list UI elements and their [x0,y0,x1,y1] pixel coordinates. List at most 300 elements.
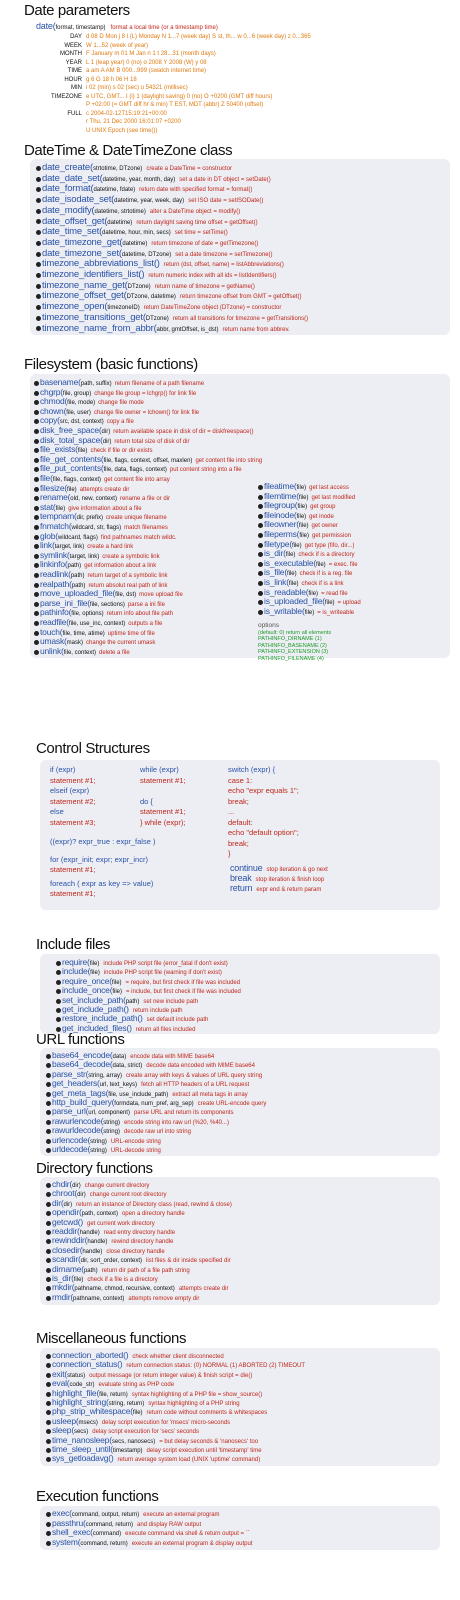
url-desc: decode raw url into string [123,1129,191,1136]
function-icon [46,1429,51,1434]
function-icon [46,1296,51,1301]
function-icon [46,1382,51,1387]
date-param-values: F January m 01 M Jan n 1 t 28...31 (month days) [86,51,216,57]
function-icon [46,1063,51,1068]
include-desc: return all files included [135,1026,196,1033]
filesystem-right-desc: get owner [311,523,338,530]
filesystem-right-fn: filemtime( [264,490,299,501]
datetime-desc: return name from abbrev. [222,326,290,333]
filesystem-desc: get information about a link [84,563,157,570]
function-icon [34,400,39,405]
function-icon [46,1239,51,1244]
filesystem-right-args: file) [296,485,307,491]
filesystem-args: target, link) [69,553,100,560]
url-fn: get_headers( [52,1078,100,1089]
filesystem-right-args: file) [308,590,319,597]
filesystem-fn: chmod( [40,396,68,407]
control-keyword-row [230,884,321,894]
function-icon [258,600,263,605]
date-param-row [44,43,148,50]
datetime-fn: date_time_set( [42,226,103,238]
filesystem-right-fn: filegroup( [264,500,298,511]
directory-desc: open a directory handle [121,1211,185,1218]
date-param-values: e UTC, GMT... I (i) 1 (daylight saving) 0 (no) O +0200 (GMT diff hours) [86,93,273,100]
datetime-row [36,206,240,216]
directory-desc: list files & dir inside specified dir [146,1258,231,1265]
filesystem-right-desc: = is_writeable [317,609,355,616]
directory-desc: close directory handle [106,1248,165,1255]
section-title-include: Include files [36,936,111,953]
datetime-row [36,163,232,173]
date-param-key: FULL [67,110,82,117]
datetime-args: datetime) [107,219,133,226]
datetime-fn: timezone_name_get( [42,279,128,291]
function-icon [46,1439,51,1444]
directory-fn: opendir( [52,1207,82,1218]
url-desc: encode data with MIME base64 [130,1054,215,1060]
datetime-row [36,324,290,334]
exec-fn: system( [52,1536,81,1547]
filesystem-args: file, use_inc, context) [68,621,126,627]
directory-args: path) [83,1267,98,1274]
control-left-line: statement #3; [50,817,96,827]
directory-desc: change current directory [84,1183,150,1189]
filesystem-desc: find pathnames match wildc. [100,534,177,541]
function-icon [258,514,263,519]
filesystem-desc: return absolut real path of link [88,582,168,589]
datetime-desc: return timezone offset from GMT = getOffset() [179,294,302,301]
function-icon [46,1448,51,1453]
misc-args: file) [132,1410,143,1417]
section-title-control: Control Structures [36,740,150,757]
exec-args: command, output, return) [71,1512,140,1518]
filesystem-desc: rename a file or dir [119,496,170,503]
misc-fn: eval( [52,1378,70,1389]
filesystem-fn: rename( [40,492,71,503]
control-right-line: break; [228,796,249,806]
filesystem-args: file, options) [71,611,104,618]
function-icon [34,583,39,588]
datetime-row [36,302,281,312]
filesystem-fn: basename( [40,377,81,387]
datetime-args: datetime, fdate) [93,187,136,194]
control-right-line: echo "default option"; [228,828,299,837]
function-icon [34,429,39,434]
filesystem-fn: readlink( [40,569,71,579]
filesystem-right-args: file) [291,542,302,549]
filesystem-fn: stat( [40,501,56,512]
filesystem-args: src, dst, context) [59,419,104,426]
control-right-line: } [228,849,231,858]
filesystem-args: file, data, flags, context) [103,467,167,474]
filesystem-fn: disk_free_space( [40,425,102,435]
include-desc: return include path [132,1008,183,1014]
datetime-fn: timezone_abbreviations_list() [42,258,160,270]
function-icon [258,571,263,576]
include-fn: get_included_files() [62,1022,132,1033]
function-icon [36,294,41,299]
include-fn: require_once( [62,975,112,986]
function-icon [34,631,39,636]
datetime-desc: set a date timezone = setTimezone() [175,251,273,258]
function-icon [36,230,41,235]
function-icon [36,326,41,331]
filesystem-desc: outputs a file [128,621,163,627]
filesystem-desc: change file owner = lchown() for link file [93,409,200,416]
datetime-desc: return numeric index with all ids = listIdentifiers() [148,273,277,279]
directory-args: handle) [82,1248,103,1255]
datetime-row [36,174,271,184]
filesystem-right-fn: fileinode( [264,509,297,520]
filesystem-desc: copy a file [106,419,134,426]
function-icon [34,611,39,616]
control-right-line: default: [228,817,253,827]
url-fn: base64_encode( [52,1050,113,1060]
function-icon [46,1054,51,1059]
function-icon [34,487,39,492]
url-fn: http_build_query( [52,1097,115,1107]
filesystem-args: file, group) [62,390,92,397]
filesystem-fn: linkinfo( [40,559,68,570]
datetime-fn: date_format( [42,183,94,195]
filesystem-desc: return target of a symbolic link [87,573,168,579]
directory-desc: check if a file is a directory [87,1277,158,1283]
filesystem-desc: parse a ini file [127,601,165,608]
function-icon [56,989,61,994]
url-args: string) [90,1138,107,1145]
control-keyword-desc: stop iteration & go next [266,867,328,873]
include-desc: include PHP script file (error_fatal if don't exist) [103,961,228,967]
filesystem-fn: realpath( [40,578,72,589]
misc-panel [40,1348,440,1466]
control-mid-line: while (expr) [140,765,179,774]
function-icon [46,1541,51,1546]
datetime-row [36,184,252,194]
date-param-values: a am A AM B 000...999 (swatch internet time) [86,68,207,74]
url-args: data, strict) [112,1063,143,1070]
misc-args: timestamp) [112,1448,143,1454]
filesystem-right-desc: get inode [309,513,334,520]
filesystem-right-args: file) [299,533,309,539]
datetime-panel [30,159,450,335]
directory-desc: read entry directory handle [103,1230,176,1236]
date-param-values: L 1 (leap year) 0 (no) o 2008 Y 2008 (W) y 08 [86,59,207,66]
url-fn: parse_url( [52,1106,89,1117]
datetime-fn: date_timezone_set( [42,247,122,259]
date-param-row [44,111,167,118]
filesystem-desc: return filename of a path filename [114,381,205,387]
filesystem-args: file, user) [66,409,91,416]
datetime-row [36,195,263,205]
misc-fn: connection_aborted() [52,1350,129,1360]
directory-fn: chdir( [52,1179,73,1189]
filesystem-right-fn: is_uploaded_file( [264,596,325,607]
datetime-desc: return (dst, offset, name) = listAbbreviations() [163,262,284,269]
exec-fn: shell_exec( [52,1527,93,1538]
filesystem-args: dir, prefix) [76,515,104,522]
function-icon [46,1092,51,1097]
function-icon [46,1110,51,1115]
control-keyword-desc: expr end & return param [256,887,322,893]
filesystem-args: dir) [102,438,112,445]
date-panel [30,20,450,138]
filesystem-desc: put content string into a file [169,467,242,474]
function-icon [36,262,41,267]
include-desc: = include, but first check if file was included [126,989,241,996]
function-icon [34,640,39,645]
directory-args: dir, sort_order, context) [80,1258,143,1265]
directory-fn: rmdir( [52,1291,73,1302]
datetime-args: DTzone) [145,315,169,322]
pathinfo-options-title: options [258,622,279,629]
control-left-line: else [50,807,64,816]
date-param-row [44,85,188,92]
control-right-line: ... [228,807,235,816]
function-icon [46,1249,51,1254]
filesystem-right-args: file) [324,600,335,607]
include-args: file) [90,970,100,977]
directory-fn: mkdir( [52,1282,75,1293]
url-args: file, use_include_path) [108,1091,169,1098]
function-icon [258,523,263,528]
datetime-args: abbr, gmtOffset, is_dst) [156,326,219,333]
directory-fn: chroot( [52,1188,78,1199]
datetime-args: datetime) [122,240,148,247]
directory-fn: readdir( [52,1226,80,1236]
include-desc: = require, but first check if file was included [125,979,241,986]
filesystem-row [34,647,130,657]
function-icon [46,1277,51,1282]
date-desc: format a local time (or a timestamp time) [110,25,218,31]
date-args: format, timestamp) [55,25,106,31]
url-fn: parse_str( [52,1068,89,1079]
url-panel [40,1048,440,1156]
misc-args: string, return) [108,1401,145,1407]
datetime-desc: set a date in DT object = setDate() [179,176,271,183]
control-for2: statement #1; [50,865,96,874]
directory-args: path, context) [81,1211,118,1218]
directory-desc: return an instance of Directory class (read, rewind & close) [76,1201,232,1208]
function-icon [34,592,39,597]
datetime-args: datetime, year, month, day) [102,176,176,183]
date-param-values: c 2004-02-12T15:19:21+00:00 [86,110,167,117]
url-args: data) [112,1054,127,1060]
url-args: formdata, num_pref, arg_sep) [114,1101,194,1107]
datetime-row [36,291,301,301]
filesystem-right-fn: fileowner( [264,519,299,530]
exec-panel [40,1506,440,1550]
directory-fn: getcwd() [52,1216,83,1227]
function-icon [46,1192,51,1197]
misc-row [46,1454,260,1464]
filesystem-desc: uptime time of file [107,630,155,637]
filesystem-right-fn: fileperms( [264,529,300,539]
misc-fn: exit( [52,1368,68,1379]
filesystem-right-desc: check if is a reg. file [299,571,353,578]
filesystem-desc: change file group = lchgrp() for link file [94,390,197,397]
function-icon [258,591,263,596]
datetime-desc: set ISO date = setISODate() [188,198,264,205]
filesystem-panel [30,374,450,662]
filesystem-desc: give information about a file [68,505,142,512]
filesystem-args: path) [70,573,85,579]
datetime-fn: timezone_name_from_abbr( [42,322,157,334]
filesystem-fn: symlink( [40,549,70,560]
misc-desc: delay script execution for 'msecs' micro-seconds [101,1419,231,1426]
filesystem-right-args: file) [298,523,309,530]
date-param-key: HOUR [64,76,82,83]
misc-desc: output message (or return integer value) & finish script = die() [89,1372,253,1379]
include-fn: restore_include_path() [62,1013,143,1024]
pathinfo-option: (default: 0) return all elements [258,630,332,636]
misc-desc: check whether client disconnected [132,1354,224,1360]
datetime-fn: date_timezone_get( [42,236,123,248]
filesystem-desc: match filenames [124,525,168,531]
misc-fn: highlight_string( [52,1397,109,1407]
control-for1: for (expr_init; expr; expr_incr) [50,855,148,864]
function-icon [46,1120,51,1125]
section-title-exec: Execution functions [36,1488,159,1505]
function-icon [36,273,41,278]
filesystem-right-fn: is_readable( [264,586,309,597]
date-param-key: DAY [70,34,82,40]
function-icon [46,1183,51,1188]
filesystem-args: wildcard, flags) [57,534,98,541]
filesystem-right-fn: is_dir( [264,548,286,559]
control-keyword: continue [230,863,263,873]
filesystem-right-fn: is_link( [264,577,289,587]
control-keyword: return [230,883,253,893]
pathinfo-option: PATHINFO_FILENAME (4) [258,655,324,662]
directory-desc: get current work directory [87,1220,155,1227]
function-icon [258,581,263,586]
date-param-key: TIMEZONE [51,93,82,100]
function-icon [36,284,41,289]
filesystem-right-args: file) [288,581,299,587]
filesystem-args: file, flags, context) [52,477,102,483]
misc-args: code_str) [69,1382,95,1389]
function-icon [46,1258,51,1263]
filesystem-fn: fnmatch( [40,521,72,531]
date-param-row [44,94,272,101]
date-param-row [44,34,311,41]
misc-desc: delay script execution until 'timestamp' time [146,1448,262,1454]
filesystem-args: old, new, context) [70,496,117,503]
function-icon [34,458,39,463]
function-icon [36,219,41,224]
misc-desc: return code without comments & whitespaces [146,1410,268,1417]
section-title-url: URL functions [36,1031,125,1048]
filesystem-right-row [258,607,354,617]
datetime-args: datetime, DTzone) [121,251,172,258]
control-panel [40,760,440,910]
filesystem-fn: umask( [40,636,67,647]
misc-desc: = but delay seconds & 'nanosecs' too [159,1438,259,1445]
function-icon [36,305,41,310]
filesystem-right-desc: get permission [311,533,352,539]
filesystem-row [34,464,242,474]
misc-desc: syntax highlighting of a PHP string [148,1401,240,1407]
filesystem-right-desc: get group [310,504,336,511]
filesystem-args: file) [55,505,66,512]
exec-fn: passthru( [52,1517,86,1528]
function-icon [46,1373,51,1378]
function-icon [36,241,41,246]
exec-desc: execute an external program & display output [131,1540,253,1547]
function-icon [34,506,39,511]
filesystem-right-args: file) [285,552,296,559]
filesystem-right-args: file) [304,609,315,616]
function-icon [56,999,61,1004]
directory-fn: scandir( [52,1254,81,1265]
datetime-args: DTzone) [127,283,151,290]
function-icon [56,1008,61,1013]
datetime-args: strtotime, DTzone) [92,166,143,172]
filesystem-desc: create a symbolic link [102,553,160,560]
url-args: string) [103,1119,120,1126]
exec-desc: execute command via shell & return output = `` [125,1531,250,1538]
filesystem-desc: get content file into string [195,457,263,464]
datetime-desc: return all transitions for timezone = getTransitions() [172,315,309,322]
filesystem-right-desc: get last modified [311,494,356,501]
include-panel [40,954,440,1034]
pathinfo-option: PATHINFO_BASENAME (2) [258,642,327,649]
function-icon [46,1531,51,1536]
datetime-fn: date_modify( [42,204,95,216]
directory-args: pathname, context) [73,1295,125,1302]
function-icon [34,496,39,501]
filesystem-fn: parse_ini_file( [40,597,90,608]
function-icon [46,1268,51,1273]
include-fn: set_include_path( [62,994,126,1005]
datetime-fn: timezone_transitions_get( [42,311,146,323]
section-title-misc: Miscellaneous functions [36,1330,187,1347]
include-args: file) [112,989,122,996]
url-desc: parse URL and return its components [133,1110,234,1117]
url-args: url, component) [88,1110,130,1117]
filesystem-fn: file_exists( [40,444,78,455]
datetime-args: datetime, strtotime) [94,208,146,215]
control-mid-line: } while (expr); [140,817,186,827]
datetime-fn: timezone_open( [42,301,108,313]
filesystem-desc: change the current umask [86,640,156,647]
filesystem-desc: move upload file [139,592,183,599]
filesystem-args: mask) [66,640,84,647]
date-param-key: MONTH [60,51,82,57]
function-icon [34,563,39,568]
filesystem-fn: chgrp( [40,386,63,397]
directory-row [46,1293,199,1303]
date-param-values: U UNIX Epoch (see time()) [86,127,158,134]
function-icon [46,1354,51,1359]
function-icon [34,573,39,578]
misc-fn: time_nanosleep( [52,1434,112,1445]
function-icon [34,554,39,559]
datetime-desc: return date with specified format = format() [139,187,253,194]
url-fn: base64_decode( [52,1059,113,1070]
filesystem-desc: delete a file [99,649,130,656]
control-foreach2: statement #1; [50,889,96,898]
filesystem-desc: return total size of disk of dir [114,438,190,445]
directory-fn: closedir( [52,1244,83,1255]
filesystem-right-fn: is_file( [264,567,287,578]
misc-args: secs, nanosecs) [111,1438,156,1445]
function-icon [36,187,41,192]
function-icon [258,552,263,557]
filesystem-fn: file_put_contents( [40,463,104,474]
function-icon [46,1221,51,1226]
exec-args: command, return) [80,1540,128,1547]
